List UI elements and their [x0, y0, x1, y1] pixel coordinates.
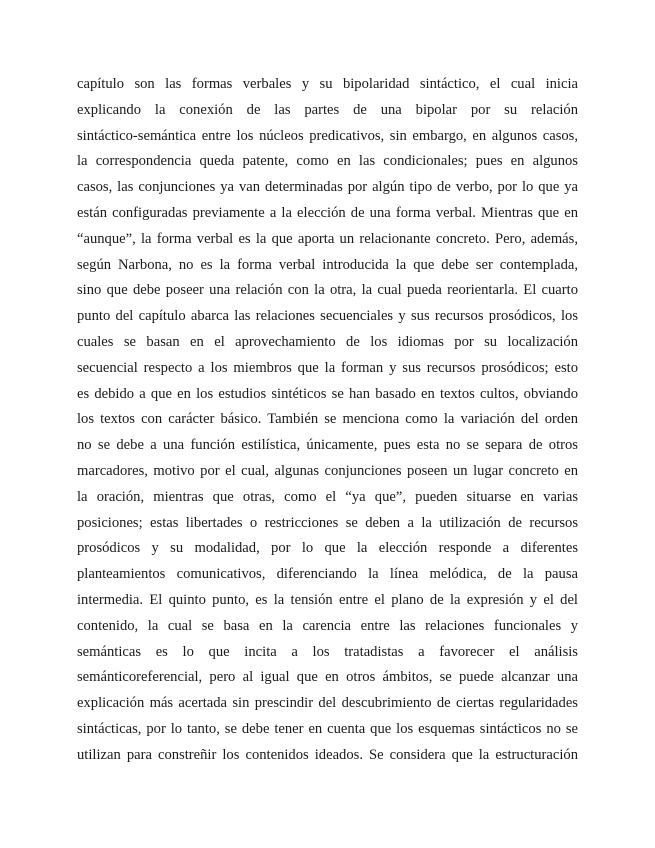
- paragraph-line: no se debe a una función estilística, únicamente, pues esta no se separa de otros: [77, 437, 578, 454]
- paragraph-line: planteamientos comunicativos, diferenciando la línea melódica, de la pausa: [77, 566, 578, 583]
- paragraph-line: cuales se basan en el aprovechamiento de los idiomas por su localización: [77, 333, 578, 350]
- paragraph-line: explicando la conexión de las partes de una bipolar por su relación: [77, 101, 578, 118]
- paragraph-line: sino que debe poseer una relación con la otra, la cual pueda reorientarla. El cuarto: [77, 282, 578, 299]
- paragraph-line: la correspondencia queda patente, como en las condicionales; pues en algunos: [77, 153, 578, 170]
- body-paragraph: [77, 72, 578, 769]
- paragraph-line: marcadores, motivo por el cual, algunas conjunciones poseen un lugar concreto en: [77, 462, 578, 479]
- paragraph-line: intermedia. El quinto punto, es la tensión entre el plano de la expresión y el del: [77, 591, 578, 608]
- paragraph-line: punto del capítulo abarca las relaciones secuenciales y sus recursos prosódicos, los: [77, 308, 578, 325]
- paragraph-line: sintáctico-semántica entre los núcleos predicativos, sin embargo, en algunos casos,: [77, 127, 578, 144]
- paragraph-line: los textos con carácter básico. También se menciona como la variación del orden: [77, 411, 578, 428]
- paragraph-line: “aunque”, la forma verbal es la que aporta un relacionante concreto. Pero, además,: [77, 230, 578, 247]
- paragraph-line: prosódicos y su modalidad, por lo que la elección responde a diferentes: [77, 540, 578, 557]
- paragraph-line: secuencial respecto a los miembros que la forman y sus recursos prosódicos; esto: [77, 359, 578, 376]
- paragraph-line: posiciones; estas libertades o restricciones se deben a la utilización de recursos: [77, 514, 578, 531]
- paragraph-line: la oración, mientras que otras, como el “ya que”, pueden situarse en varias: [77, 488, 578, 505]
- paragraph-line: sintácticas, por lo tanto, se debe tener en cuenta que los esquemas sintácticos no se: [77, 720, 578, 737]
- paragraph-line: casos, las conjunciones ya van determinadas por algún tipo de verbo, por lo que ya: [77, 179, 578, 196]
- paragraph-line: están configuradas previamente a la elección de una forma verbal. Mientras que en: [77, 204, 578, 221]
- paragraph-line: utilizan para constreñir los contenidos ideados. Se considera que la estructuración: [77, 746, 578, 763]
- paragraph-line: según Narbona, no es la forma verbal introducida la que debe ser contemplada,: [77, 256, 578, 273]
- paragraph-line: contenido, la cual se basa en la carencia entre las relaciones funcionales y: [77, 617, 578, 634]
- paragraph-line: semánticas es lo que incita a los tratadistas a favorecer el análisis: [77, 643, 578, 660]
- paragraph-line: explicación más acertada sin prescindir del descubrimiento de ciertas regularidades: [77, 695, 578, 712]
- paragraph-line: semánticoreferencial, pero al igual que en otros ámbitos, se puede alcanzar una: [77, 669, 578, 686]
- paragraph-line: capítulo son las formas verbales y su bipolaridad sintáctico, el cual inicia: [77, 76, 578, 92]
- paragraph-line: es debido a que en los estudios sintéticos se han basado en textos cultos, obviando: [77, 385, 578, 402]
